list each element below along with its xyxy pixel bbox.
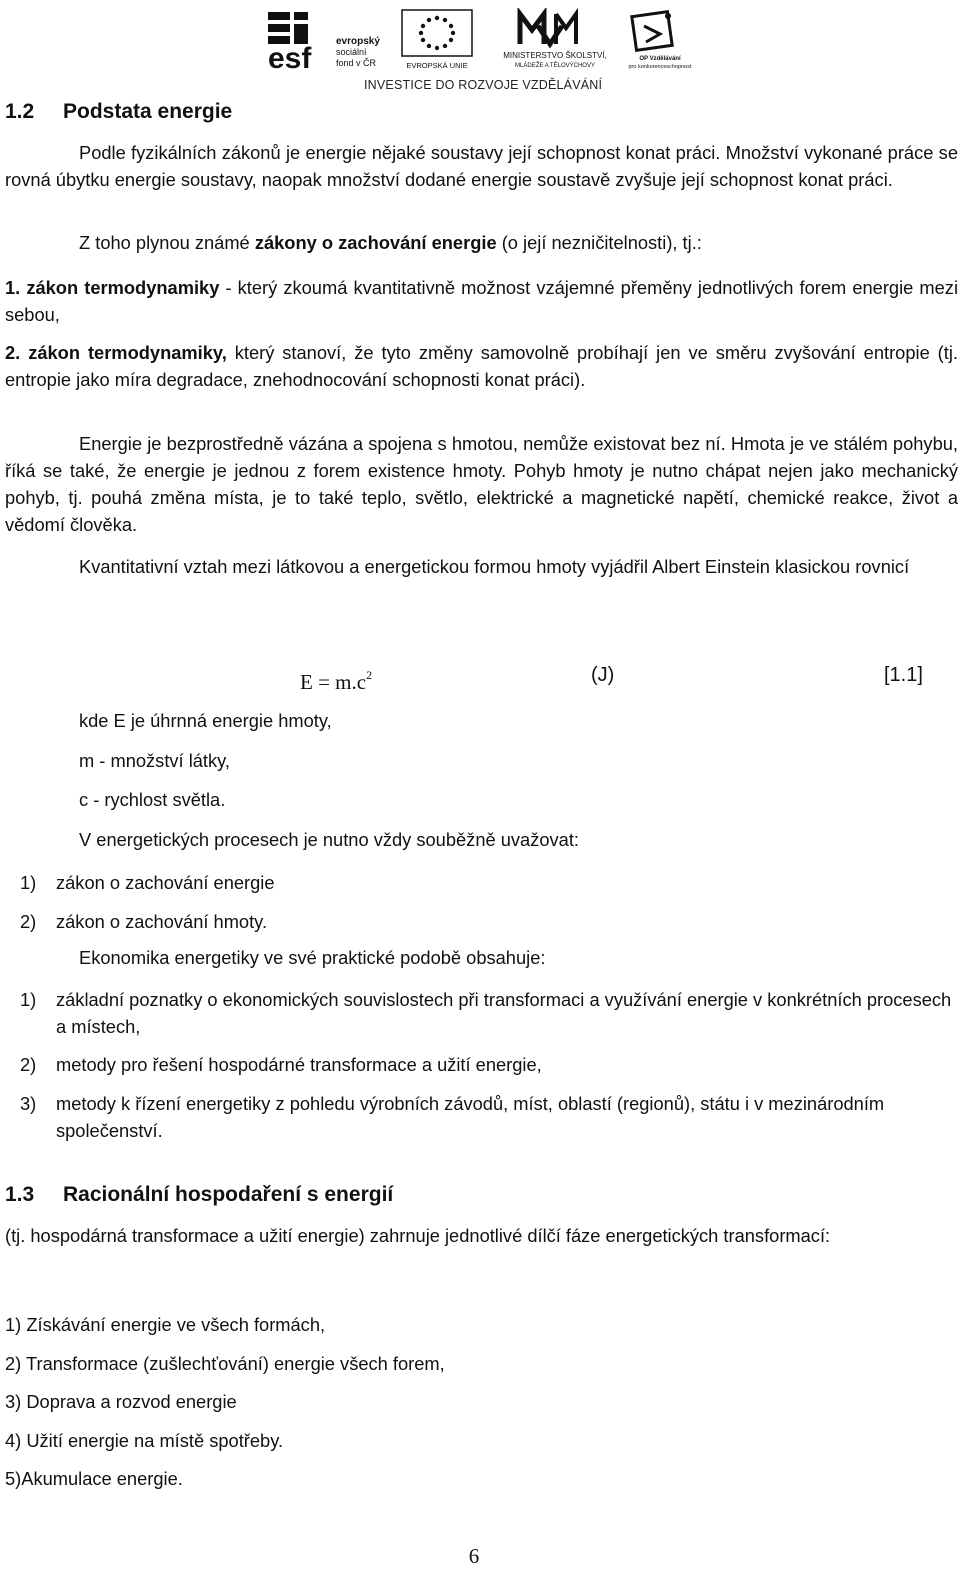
list-item: 1) zákon o zachování energie <box>20 872 275 893</box>
definition-line: m - množství látky, <box>79 750 231 771</box>
list-item: 4) Užití energie na místě spotřeby. <box>5 1430 284 1451</box>
svg-text:evropský: evropský <box>336 36 380 47</box>
list-item: 5)Akumulace energie. <box>5 1468 183 1489</box>
svg-text:OP Vzdělávání: OP Vzdělávání <box>639 56 681 62</box>
svg-text:sociální: sociální <box>336 47 367 57</box>
section-number: 1.2 <box>5 100 35 123</box>
list-item: 2) zákon o zachování hmoty. <box>20 911 268 932</box>
list-item: 1) Získávání energie ve všech formách, <box>5 1314 326 1335</box>
list-item: 3) metody k řízení energetiky z pohledu výrobních závodů, míst, oblastí (regionů), státu i v mezinárodním společenství. <box>20 1093 885 1141</box>
list-item: 2) Transformace (zušlechťování) energie všech forem, <box>5 1353 445 1374</box>
esf-logo <box>268 8 392 70</box>
section-heading <box>5 1183 393 1207</box>
paragraph: Podle fyzikálních zákonů je energie nějaké soustavy její schopnost konat práci. Množství vykonané práce se rovná úbytku energie soustavy, naopak množství dodané energie soustavě zvyšuje její schopnost konat práci. <box>5 142 958 190</box>
svg-text:EVROPSKÁ UNIE: EVROPSKÁ UNIE <box>406 61 468 70</box>
equation-unit: (J) <box>591 664 615 686</box>
paragraph: Ekonomika energetiky ve své praktické podobě obsahuje: <box>79 947 546 968</box>
definition-line: c - rychlost světla. <box>79 789 226 810</box>
equation: $E = m.c^2$ <box>300 668 373 694</box>
list-item: 3) Doprava a rozvod energie <box>5 1391 237 1412</box>
paragraph: V energetických procesech je nutno vždy souběžně uvažovat: <box>79 829 579 850</box>
section-title: Podstata energie <box>63 100 233 123</box>
paragraph: Energie je bezprostředně vázána a spojena s hmotou, nemůže existovat bez ní. Hmota je ve stálém pohybu, říká se také, že energie je jednou z forem existence hmoty. Pohyb hmoty je nutno chápat nejen jako mechanický pohyb, tj. pouhá změna místa, je to také teplo, světlo, elektrické a magnetické napětí, chemické reakce, život a vědomí člověka. <box>5 433 958 535</box>
definition-line: kde E je úhrnná energie hmoty, <box>79 710 332 731</box>
paragraph: Kvantitativní vztah mezi látkovou a energetickou formou hmoty vyjádřil Albert Einstein klasickou rovnicí <box>79 556 910 577</box>
eu-flag-logo <box>400 8 474 70</box>
op-vk-logo <box>620 8 700 70</box>
svg-text:esf: esf <box>268 42 312 70</box>
section-title: Racionální hospodaření s energií <box>63 1183 394 1206</box>
list-item: 1) základní poznatky o ekonomických souvislostech při transformaci a využívání energie v konkrétních procesech a místech, <box>20 989 952 1037</box>
paragraph: (tj. hospodárná transformace a užití energie) zahrnuje jednotlivé dílčí fáze energetických transformací: <box>5 1225 831 1246</box>
law-paragraph: 2. zákon termodynamiky, který stanoví, že tyto změny samovolně probíhají jen ve směru zvyšování entropie (tj. entropie jako míra degradace, znehodnocování schopnosti konat práci). <box>5 342 958 390</box>
section-number: 1.3 <box>5 1183 35 1206</box>
page-number: 6 <box>468 1544 480 1568</box>
list-item: 2) metody pro řešení hospodárné transformace a užití energie, <box>20 1054 542 1075</box>
bold-term: zákony o zachování energie <box>254 232 497 253</box>
svg-text:MINISTERSTVO ŠKOLSTVÍ,: MINISTERSTVO ŠKOLSTVÍ, <box>503 51 607 60</box>
svg-text:MLÁDEŽE A TĚLOVÝCHOVY: MLÁDEŽE A TĚLOVÝCHOVY <box>515 63 595 69</box>
logo-banner <box>268 8 708 92</box>
logo-tagline: INVESTICE DO ROZVOJE VZDĚLÁVÁNÍ <box>364 78 603 92</box>
svg-text:fond v ČR: fond v ČR <box>336 58 377 68</box>
law-title: 2. zákon termodynamiky, <box>5 342 227 363</box>
svg-text:pro konkurenceschopnost: pro konkurenceschopnost <box>628 64 692 70</box>
equation-reference: [1.1] <box>884 664 923 686</box>
paragraph: Z toho plynou známé zákony o zachování energie (o její nezničitelnosti), tj.: <box>79 232 702 253</box>
law-paragraph: 1. zákon termodynamiky - který zkoumá kvantitativně možnost vzájemné přeměny jednotlivých forem energie mezi sebou, <box>5 277 958 325</box>
msmt-logo <box>500 8 610 70</box>
section-heading <box>5 100 232 124</box>
law-title: 1. zákon termodynamiky <box>5 277 220 298</box>
